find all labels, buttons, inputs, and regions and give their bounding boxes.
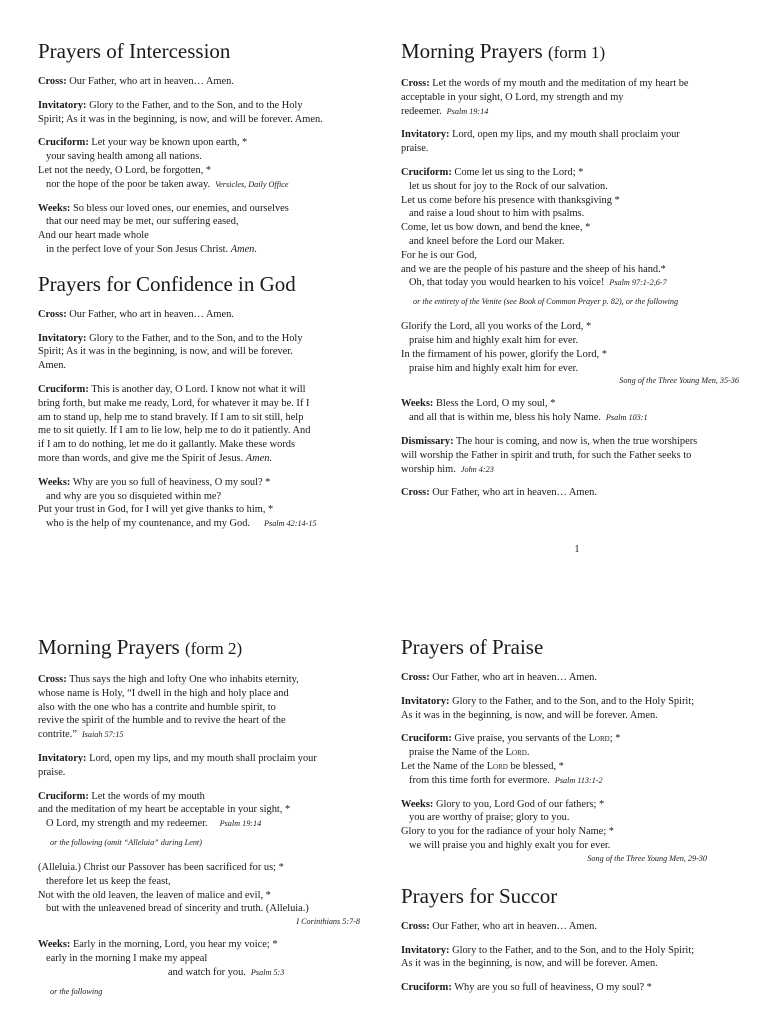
weeks-line: we will praise you and highly exalt you for ever. xyxy=(409,839,611,851)
invitatory-label: Invitatory: xyxy=(401,129,450,141)
invitatory-line: Glory to the Father, and to the Son, and to the Holy xyxy=(89,332,303,344)
section-title: Prayers of Intercession xyxy=(38,39,231,63)
title-main: Morning Prayers xyxy=(38,635,180,659)
cruciform-line: ; * xyxy=(609,733,621,745)
invitatory-line: praise. xyxy=(38,766,66,778)
invitatory-line: praise. xyxy=(401,143,429,155)
cross-label: Cross: xyxy=(401,672,430,683)
invitatory-line: Lord, open my lips, and my mouth shall proclaim your xyxy=(452,129,680,141)
invitatory-line: As it was in the beginning, is now, and will be forever. Amen. xyxy=(401,958,658,970)
title-sub: (form 1) xyxy=(547,43,606,62)
cruciform-line: This is another day, O Lord. I know not what it will xyxy=(91,383,306,395)
weeks-line: who is the help of my countenance, and my God. xyxy=(46,518,251,530)
cruciform-line: if I am to do nothing, let me do it gallantly. Make these words xyxy=(38,439,296,451)
cross-paragraph xyxy=(38,75,390,89)
invitatory-label: Invitatory: xyxy=(401,695,450,707)
cross-label: Cross: xyxy=(38,308,67,320)
cruciform-line: be blessed, * xyxy=(510,760,564,772)
cross-line: redeemer. xyxy=(401,105,442,117)
invitatory-paragraph xyxy=(401,944,753,972)
invitatory-line: Spirit; As it was in the beginning, is now, and will be forever. xyxy=(38,346,293,358)
cross-paragraph xyxy=(401,486,753,500)
weeks-line: Early in the morning, Lord, you hear my voice; * xyxy=(72,939,278,951)
dismissary-line: The hour is coming, and now is, when the true worshipers xyxy=(455,435,698,447)
weeks-line: Glory to you for the radiance of your holy Name; * xyxy=(401,826,614,838)
cross-text: Our Father, who art in heaven… Amen. xyxy=(69,308,234,320)
weeks-line: you are worthy of praise; glory to you. xyxy=(409,812,570,824)
cruciform-label: Cruciform: xyxy=(401,733,452,745)
weeks-label: Weeks: xyxy=(38,202,71,214)
cross-text: Our Father, who art in heaven… Amen. xyxy=(432,487,597,499)
invitatory-paragraph xyxy=(38,332,390,373)
invitatory-label: Invitatory: xyxy=(38,332,87,344)
cruciform-line: and kneel before the Lord our Maker. xyxy=(409,235,565,247)
invitatory-line: Glory to the Father, and to the Son, and to the Holy Spirit; xyxy=(452,944,695,956)
cruciform-paragraph xyxy=(38,136,390,191)
alternate-line: praise him and highly exalt him for ever. xyxy=(409,334,579,346)
lord-smallcaps: Lord xyxy=(505,747,527,759)
section-title: Prayers of Praise xyxy=(401,635,544,659)
citation: Psalm 19:14 xyxy=(219,819,262,829)
cross-line: acceptable in your sight, O Lord, my strength and my xyxy=(401,91,624,103)
invitatory-label: Invitatory: xyxy=(38,752,87,764)
cross-paragraph xyxy=(401,671,753,685)
alternate-line: praise him and highly exalt him for ever. xyxy=(409,362,579,374)
citation: Psalm 97:1-2,6-7 xyxy=(609,278,667,288)
cruciform-line: For he is our God, xyxy=(401,249,477,261)
cruciform-paragraph xyxy=(401,732,753,787)
cross-line: Let the words of my mouth and the meditation of my heart be xyxy=(432,78,689,89)
weeks-line: Why are you so full of heaviness, O my soul? * xyxy=(72,476,271,488)
cruciform-line: from this time forth for evermore. xyxy=(409,774,550,786)
alternate-line: (Alleluia.) Christ our Passover has been sacrificed for us; * xyxy=(38,861,284,873)
weeks-line: So bless our loved ones, our enemies, and ourselves xyxy=(72,202,289,214)
weeks-line: in the perfect love of your Son Jesus Christ. xyxy=(46,243,229,255)
cross-paragraph xyxy=(401,920,753,934)
cruciform-label: Cruciform: xyxy=(401,982,452,994)
weeks-paragraph xyxy=(401,397,753,425)
cruciform-line: your saving health among all nations. xyxy=(46,151,202,163)
weeks-paragraph xyxy=(38,476,390,531)
invitatory-line: As it was in the beginning, is now, and will be forever. Amen. xyxy=(401,709,658,721)
invitatory-paragraph xyxy=(38,752,390,780)
cruciform-label: Cruciform: xyxy=(401,166,452,178)
cross-label: Cross: xyxy=(38,674,67,685)
alternate-line: Not with the old leaven, the leaven of malice and evil, * xyxy=(38,889,271,901)
dismissary-label: Dismissary: xyxy=(401,435,454,447)
weeks-line: Put your trust in God, for I will yet give thanks to him, * xyxy=(38,504,274,516)
cruciform-line: Let us come before his presence with thanksgiving * xyxy=(401,194,620,206)
cruciform-line: Let the words of my mouth xyxy=(91,790,205,802)
weeks-line: and why are you so disquieted within me? xyxy=(46,490,222,502)
cross-label: Cross: xyxy=(401,487,430,499)
cruciform-line: Let the Name of the xyxy=(401,760,485,772)
cruciform-line: Oh, that today you would hearken to his voice! xyxy=(409,277,605,289)
amen-text: Amen. xyxy=(230,243,257,255)
cruciform-label: Cruciform: xyxy=(38,137,89,149)
cross-line: contrite.” xyxy=(38,729,77,741)
weeks-line: And our heart made whole xyxy=(38,230,149,242)
cross-paragraph xyxy=(401,77,753,118)
cruciform-line: Give praise, you servants of the xyxy=(454,733,586,745)
section-intercession xyxy=(38,38,390,257)
invitatory-line: Amen. xyxy=(38,360,66,372)
section-title xyxy=(401,38,753,66)
cruciform-line: Let not the needy, O Lord, be forgotten, * xyxy=(38,164,212,176)
cruciform-line: let us shout for joy to the Rock of our salvation. xyxy=(409,180,608,192)
cross-line: also with the one who has a contrite and humble spirit, to xyxy=(38,701,276,713)
alternate-paragraph xyxy=(38,861,390,928)
cruciform-line: nor the hope of the poor be taken away. xyxy=(46,178,211,190)
section-succor xyxy=(401,883,753,995)
cross-line: Thus says the high and lofty One who inhabits eternity, xyxy=(69,674,299,685)
title-main: Morning Prayers xyxy=(401,39,543,63)
invitatory-paragraph xyxy=(38,99,390,127)
cruciform-line: am to stand up, help me to stand bravely. If I am to sit still, help xyxy=(38,411,304,423)
panel-bottom-right xyxy=(401,634,753,1009)
cross-text: Our Father, who art in heaven… Amen. xyxy=(432,672,597,683)
invitatory-paragraph xyxy=(401,128,753,156)
rubric-note: or the following xyxy=(50,986,103,996)
weeks-paragraph xyxy=(38,202,390,257)
cross-label: Cross: xyxy=(38,76,67,87)
cruciform-line: and raise a loud shout to him with psalms. xyxy=(409,208,585,220)
alternate-paragraph xyxy=(401,320,753,387)
invitatory-paragraph xyxy=(401,695,753,723)
section-praise xyxy=(401,634,753,865)
cross-text: Our Father, who art in heaven… Amen. xyxy=(432,920,597,932)
cruciform-line: more than words, and give me the Spirit of Jesus. xyxy=(38,452,244,464)
cruciform-line: Why are you so full of heaviness, O my soul? * xyxy=(454,982,652,994)
cross-paragraph xyxy=(38,673,390,742)
weeks-line: early in the morning I make my appeal xyxy=(46,952,208,964)
cruciform-line: Let your way be known upon earth, * xyxy=(91,137,248,149)
cruciform-line: . xyxy=(526,747,530,759)
citation: John 4:23 xyxy=(460,464,494,474)
weeks-line: that our need may be met, our suffering eased, xyxy=(46,216,239,228)
cruciform-paragraph xyxy=(38,790,390,831)
section-confidence xyxy=(38,271,390,531)
invitatory-line: Glory to the Father, and to the Son, and to the Holy Spirit; xyxy=(452,695,695,707)
invitatory-line: Spirit; As it was in the beginning, is now, and will be forever. Amen. xyxy=(38,113,323,125)
cross-line: whose name is Holy, “I dwell in the high and holy place and xyxy=(38,687,289,699)
weeks-paragraph xyxy=(38,938,390,979)
alternate-line: In the firmament of his power, glorify the Lord, * xyxy=(401,348,607,360)
cruciform-label: Cruciform: xyxy=(38,790,89,802)
lord-smallcaps: Lord xyxy=(486,760,508,772)
weeks-line: Bless the Lord, O my soul, * xyxy=(435,398,556,410)
weeks-label: Weeks: xyxy=(401,398,434,410)
cruciform-line: and the meditation of my heart be acceptable in your sight, * xyxy=(38,804,291,816)
cross-paragraph xyxy=(38,308,390,322)
title-sub: (form 2) xyxy=(184,639,243,658)
cruciform-line: me to sit quietly. If I am to lie low, help me to do it patiently. And xyxy=(38,425,311,437)
weeks-line: Glory to you, Lord God of our fathers; * xyxy=(435,798,605,810)
citation: Psalm 5:3 xyxy=(250,967,285,977)
alternate-line: Glorify the Lord, all you works of the Lord, * xyxy=(401,321,592,333)
section-title: Prayers for Confidence in God xyxy=(38,271,296,296)
rubric-note: or the entirety of the Venite (see Book of Common Prayer p. 82), or the following xyxy=(413,297,679,307)
cross-text: Our Father, who art in heaven… Amen. xyxy=(69,76,234,87)
page-number: 1 xyxy=(574,544,580,555)
weeks-line: and watch for you. xyxy=(168,966,246,978)
citation: I Corinthians 5:7-8 xyxy=(296,917,360,927)
cruciform-line: Come, let us bow down, and bend the knee, * xyxy=(401,222,591,234)
weeks-line: and all that is within me, bless his holy Name. xyxy=(409,412,601,424)
citation: Isaiah 57:15 xyxy=(81,730,124,740)
dismissary-line: will worship the Father in spirit and truth, for such the Father seeks to xyxy=(401,449,692,461)
amen-text: Amen. xyxy=(245,452,273,464)
citation: Psalm 103:1 xyxy=(605,413,648,423)
alternate-line: therefore let us keep the feast, xyxy=(46,875,171,887)
invitatory-label: Invitatory: xyxy=(401,944,450,956)
cruciform-paragraph xyxy=(38,383,390,466)
citation: Psalm 19:14 xyxy=(446,106,489,116)
cruciform-label: Cruciform: xyxy=(38,383,89,395)
weeks-label: Weeks: xyxy=(38,476,71,488)
citation: Versicles, Daily Office xyxy=(215,179,289,189)
invitatory-line: Glory to the Father, and to the Son, and to the Holy xyxy=(89,99,303,111)
cruciform-line: O Lord, my strength and my redeemer. xyxy=(46,818,208,830)
dismissary-line: worship him. xyxy=(401,463,456,475)
cross-label: Cross: xyxy=(401,78,430,89)
panel-top-right xyxy=(401,38,753,555)
cruciform-paragraph xyxy=(401,166,753,290)
cruciform-line: Come let us sing to the Lord; * xyxy=(454,166,584,178)
citation: Psalm 113:1-2 xyxy=(554,775,603,785)
section-title xyxy=(38,634,390,662)
weeks-paragraph xyxy=(401,798,753,865)
weeks-label: Weeks: xyxy=(38,939,71,951)
cruciform-line: and we are the people of his pasture and the sheep of his hand.* xyxy=(401,263,666,275)
lord-smallcaps: Lord xyxy=(588,733,610,745)
invitatory-label: Invitatory: xyxy=(38,99,87,111)
alternate-line: but with the unleavened bread of sincerity and truth. (Alleluia.) xyxy=(46,903,309,915)
dismissary-paragraph xyxy=(401,435,753,476)
citation: Song of the Three Young Men, 35-36 xyxy=(619,376,739,386)
weeks-label: Weeks: xyxy=(401,798,434,810)
cruciform-line: praise the Name of the xyxy=(409,747,504,759)
section-title: Prayers for Succor xyxy=(401,883,558,908)
citation: Psalm 42:14-15 xyxy=(264,519,317,529)
cruciform-paragraph xyxy=(401,981,753,995)
panel-bottom-left xyxy=(38,634,390,1010)
cross-label: Cross: xyxy=(401,920,430,932)
cruciform-line: bring forth, but make me ready, Lord, for whatever it may be. If I xyxy=(38,397,310,409)
cross-line: revive the spirit of the humble and to revive the heart of the xyxy=(38,715,286,727)
rubric-note: or the following (omit “Alleluia” during Lent) xyxy=(50,837,202,847)
citation: Song of the Three Young Men, 29-30 xyxy=(587,853,707,863)
invitatory-line: Lord, open my lips, and my mouth shall proclaim your xyxy=(89,752,317,764)
panel-top-left xyxy=(38,38,390,545)
